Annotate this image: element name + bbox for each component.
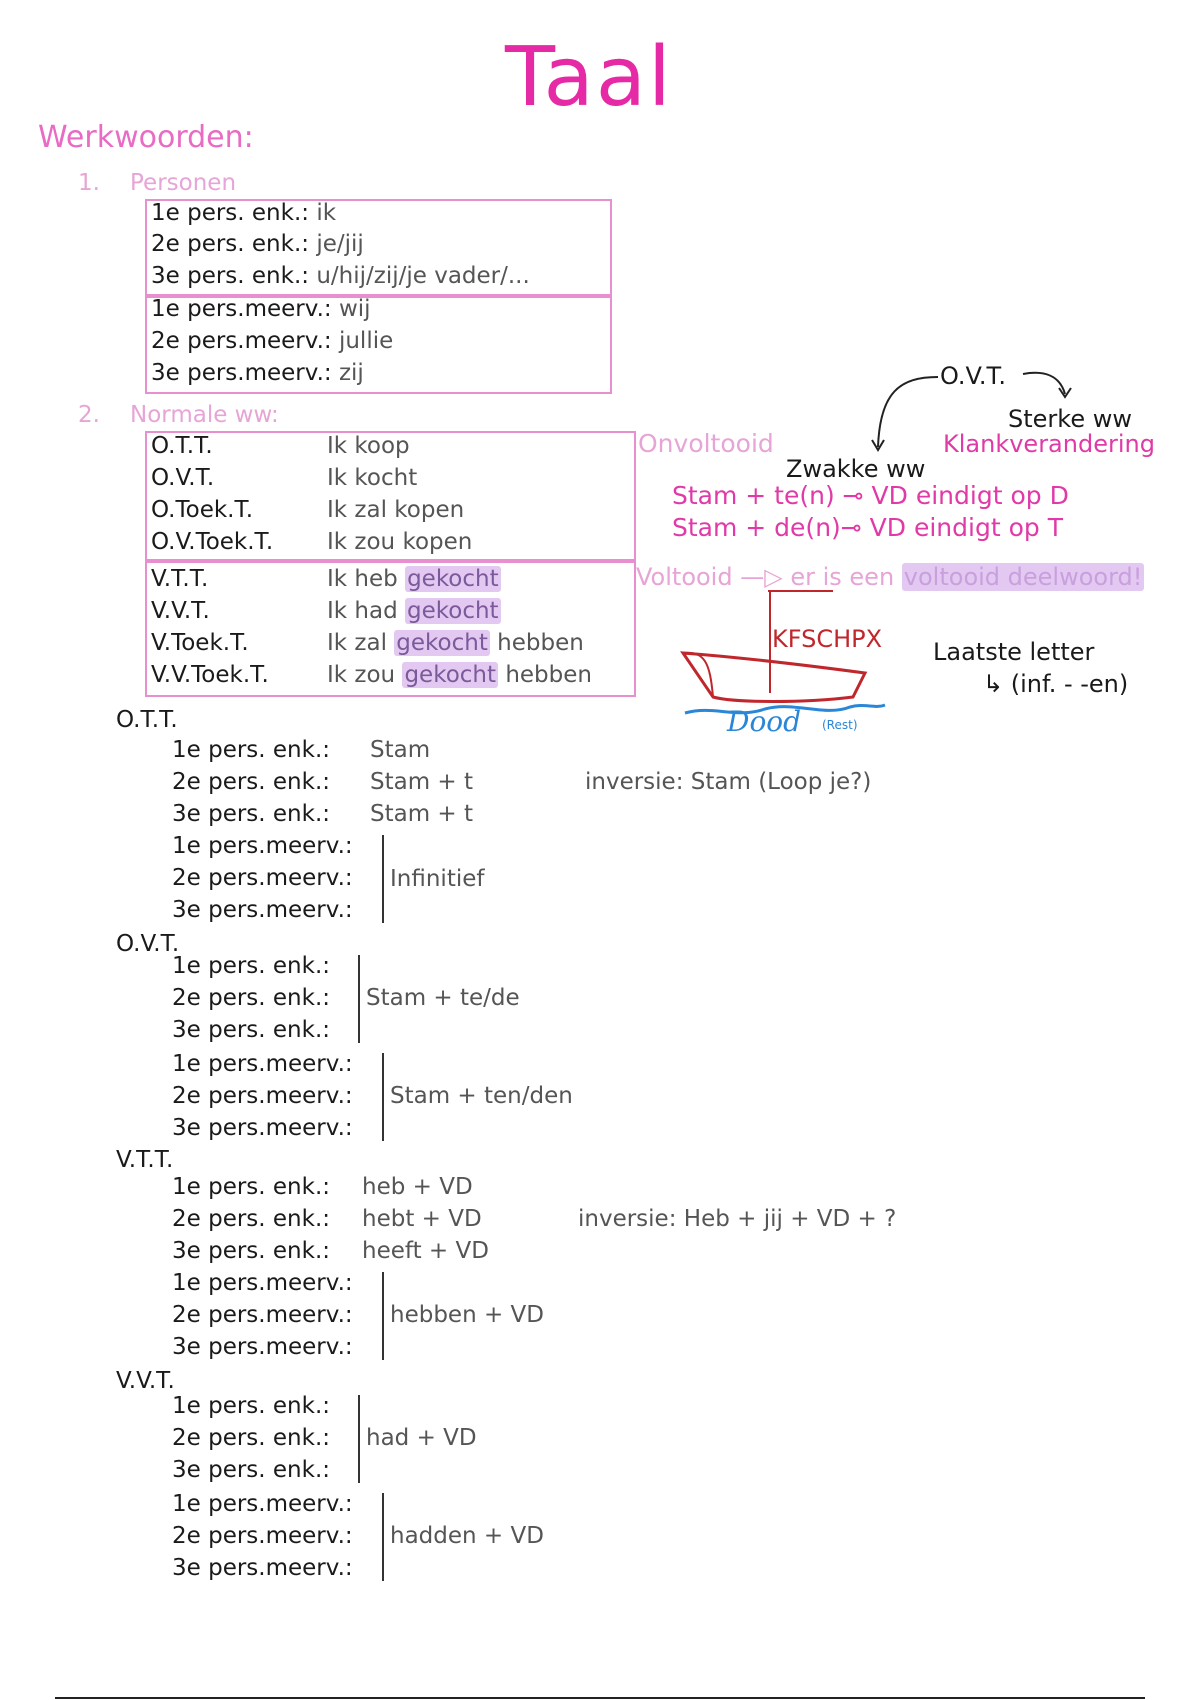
ovt-side-label: O.V.T.: [940, 362, 1006, 390]
tense-example-text: Ik zal kopen: [327, 497, 465, 523]
bottom-divider: [55, 1697, 1145, 1699]
vtt-row: [172, 1302, 353, 1328]
tense-highlight: gekocht: [407, 598, 499, 624]
tense-example: [327, 662, 592, 688]
vtt-value: heb + VD: [362, 1174, 473, 1200]
page-title: Taal: [505, 30, 673, 125]
ott-row: [172, 769, 474, 795]
persons-row: [151, 328, 393, 354]
vtt-plural-brace: [382, 1272, 384, 1360]
ott-label: 1e pers. enk.:: [172, 737, 331, 763]
persons-value: u/hij/zij/je vader/...: [316, 263, 530, 289]
ott-value: Stam + t: [370, 801, 474, 827]
tense-example-text: Ik heb: [327, 566, 406, 592]
tense-abbr: V.V.Toek.T.: [151, 662, 269, 688]
voltooid-text: er is een: [790, 563, 895, 591]
persons-label: 1e pers. enk.:: [151, 200, 310, 226]
vvt-label: 1e pers. enk.:: [172, 1393, 331, 1419]
ovt-row: [172, 1115, 353, 1141]
vvt-row: [172, 1393, 330, 1419]
ovt-plural-brace: [382, 1053, 384, 1141]
ott-label: 3e pers.meerv.:: [172, 897, 353, 923]
persons-label: 2e pers. enk.:: [151, 231, 310, 257]
vtt-row: [172, 1238, 489, 1264]
ovt-row: [172, 1017, 330, 1043]
tense-abbr: V.Toek.T.: [151, 630, 249, 656]
ott-inversie: inversie: Stam (Loop je?): [585, 769, 872, 795]
ott-title: O.T.T.: [116, 707, 178, 733]
vtt-label: 2e pers.meerv.:: [172, 1302, 353, 1328]
persons-value: wij: [338, 296, 371, 322]
tense-example: [327, 465, 417, 491]
persons-label: 2e pers.meerv.:: [151, 328, 332, 354]
vvt-label: 1e pers.meerv.:: [172, 1491, 353, 1517]
ovt-row: [172, 1051, 353, 1077]
voltooid-label: Voltooid: [636, 563, 733, 591]
ott-row: [172, 737, 431, 763]
ovt-row: [172, 953, 330, 979]
ovt-label: 1e pers. enk.:: [172, 953, 331, 979]
persons-label: 3e pers.meerv.:: [151, 360, 332, 386]
vvt-row: [172, 1491, 353, 1517]
tense-abbr: V.V.T.: [151, 598, 210, 624]
vvt-row: [172, 1457, 330, 1483]
ovt-label: 3e pers. enk.:: [172, 1017, 331, 1043]
curve-arrow-icon: ↳: [983, 670, 1004, 698]
persons-row: [151, 263, 530, 289]
persons-row: [151, 360, 364, 386]
tense-example: [327, 433, 410, 459]
vvt-label: 3e pers.meerv.:: [172, 1555, 353, 1581]
ott-value: Stam: [370, 737, 431, 763]
inf-note-text: (inf. - -en): [1010, 670, 1129, 698]
vvt-plural-brace: [382, 1493, 384, 1581]
ovt-label: 2e pers.meerv.:: [172, 1083, 353, 1109]
section-1-number: 1.: [78, 170, 100, 196]
ovt-row: [172, 985, 330, 1011]
ott-plural-brace: [382, 835, 384, 923]
vvt-label: 2e pers. enk.:: [172, 1425, 331, 1451]
tense-abbr: O.V.T.: [151, 465, 215, 491]
tense-example: [327, 566, 501, 592]
section-heading: Werkwoorden:: [38, 120, 254, 155]
ott-row: [172, 833, 353, 859]
section-1-title: Personen: [130, 170, 237, 196]
rule-de: Stam + de(n)⊸ VD eindigt op T: [672, 513, 1063, 542]
persons-row: [151, 200, 336, 226]
persons-value: zij: [338, 360, 364, 386]
vtt-title: V.T.T.: [116, 1147, 174, 1173]
persons-row: [151, 296, 371, 322]
vtt-label: 3e pers.meerv.:: [172, 1334, 353, 1360]
tense-example: [327, 497, 464, 523]
tense-example: [327, 598, 501, 624]
laatste-letter-label: Laatste letter: [933, 638, 1095, 666]
vtt-row: [172, 1174, 473, 1200]
rest-label: (Rest): [822, 718, 858, 732]
ovt-title: O.V.T.: [116, 931, 180, 957]
persons-value: ik: [316, 200, 337, 226]
section-2-number: 2.: [78, 402, 100, 428]
vvt-singular-group: had + VD: [366, 1425, 477, 1451]
vtt-value: hebt + VD: [362, 1206, 482, 1232]
klankverandering-label: Klankverandering: [943, 430, 1155, 458]
sterke-ww-label: Sterke ww: [1008, 405, 1132, 433]
tense-abbr: O.V.Toek.T.: [151, 529, 274, 555]
tense-abbr: V.T.T.: [151, 566, 209, 592]
tense-example-text: Ik zou kopen: [327, 529, 473, 555]
ovt-label: 3e pers.meerv.:: [172, 1115, 353, 1141]
ovt-row: [172, 1083, 353, 1109]
inf-note: [983, 670, 1128, 698]
vvt-plural-group: hadden + VD: [390, 1523, 544, 1549]
ovt-label: 1e pers.meerv.:: [172, 1051, 353, 1077]
vvt-singular-brace: [358, 1395, 360, 1483]
ott-row: [172, 897, 353, 923]
vtt-plural-group: hebben + VD: [390, 1302, 544, 1328]
tense-example-text: Ik zou: [327, 662, 403, 688]
tense-example: [327, 630, 584, 656]
persons-value: jullie: [338, 328, 394, 354]
section-2-title: Normale ww:: [130, 402, 279, 428]
zwakke-ww-label: Zwakke ww: [786, 455, 926, 483]
kfschpx-label: KFSCHPX: [772, 625, 883, 653]
ott-label: 3e pers. enk.:: [172, 801, 331, 827]
vtt-label: 3e pers. enk.:: [172, 1238, 331, 1264]
persons-row: [151, 231, 364, 257]
tense-example-text: Ik kocht: [327, 465, 418, 491]
persons-label: 3e pers. enk.:: [151, 263, 310, 289]
ovt-singular-brace: [358, 955, 360, 1043]
tense-example-text: Ik koop: [327, 433, 410, 459]
vtt-inversie: inversie: Heb + jij + VD + ?: [578, 1206, 897, 1232]
voltooid-highlight: voltooid deelwoord!: [903, 563, 1143, 591]
tense-example: [327, 529, 472, 555]
vtt-label: 1e pers. enk.:: [172, 1174, 331, 1200]
vvt-label: 3e pers. enk.:: [172, 1457, 331, 1483]
tense-example-suffix: hebben: [498, 662, 592, 688]
ovt-label: 2e pers. enk.:: [172, 985, 331, 1011]
ott-label: 2e pers. enk.:: [172, 769, 331, 795]
tense-highlight: gekocht: [396, 630, 488, 656]
tense-example-text: Ik had: [327, 598, 405, 624]
ovt-plural-group: Stam + ten/den: [390, 1083, 573, 1109]
persons-label: 1e pers.meerv.:: [151, 296, 332, 322]
vtt-row: [172, 1206, 482, 1232]
tense-example-text: Ik zal: [327, 630, 395, 656]
vtt-label: 1e pers.meerv.:: [172, 1270, 353, 1296]
vtt-row: [172, 1270, 353, 1296]
voltooid-arrow-icon: —▷: [740, 563, 783, 591]
vvt-row: [172, 1523, 353, 1549]
vvt-row: [172, 1425, 330, 1451]
vtt-label: 2e pers. enk.:: [172, 1206, 331, 1232]
ott-value: Stam + t: [370, 769, 474, 795]
onvoltooid-label: Onvoltooid: [638, 429, 774, 458]
ott-label: 1e pers.meerv.:: [172, 833, 353, 859]
rule-te: Stam + te(n) ⊸ VD eindigt op D: [672, 481, 1069, 510]
tense-highlight: gekocht: [407, 566, 499, 592]
ott-label: 2e pers.meerv.:: [172, 865, 353, 891]
ott-row: [172, 865, 353, 891]
ott-row: [172, 801, 474, 827]
vvt-label: 2e pers.meerv.:: [172, 1523, 353, 1549]
persons-value: je/jij: [316, 231, 364, 257]
tense-abbr: O.T.T.: [151, 433, 213, 459]
dood-label: Dood: [727, 705, 802, 738]
vtt-value: heeft + VD: [362, 1238, 489, 1264]
tense-abbr: O.Toek.T.: [151, 497, 254, 523]
ovt-singular-group: Stam + te/de: [366, 985, 520, 1011]
tense-example-suffix: hebben: [489, 630, 584, 656]
ott-plural-group: Infinitief: [390, 866, 485, 892]
vvt-row: [172, 1555, 353, 1581]
vvt-title: V.V.T.: [116, 1368, 175, 1394]
vtt-row: [172, 1334, 353, 1360]
tense-highlight: gekocht: [404, 662, 497, 688]
